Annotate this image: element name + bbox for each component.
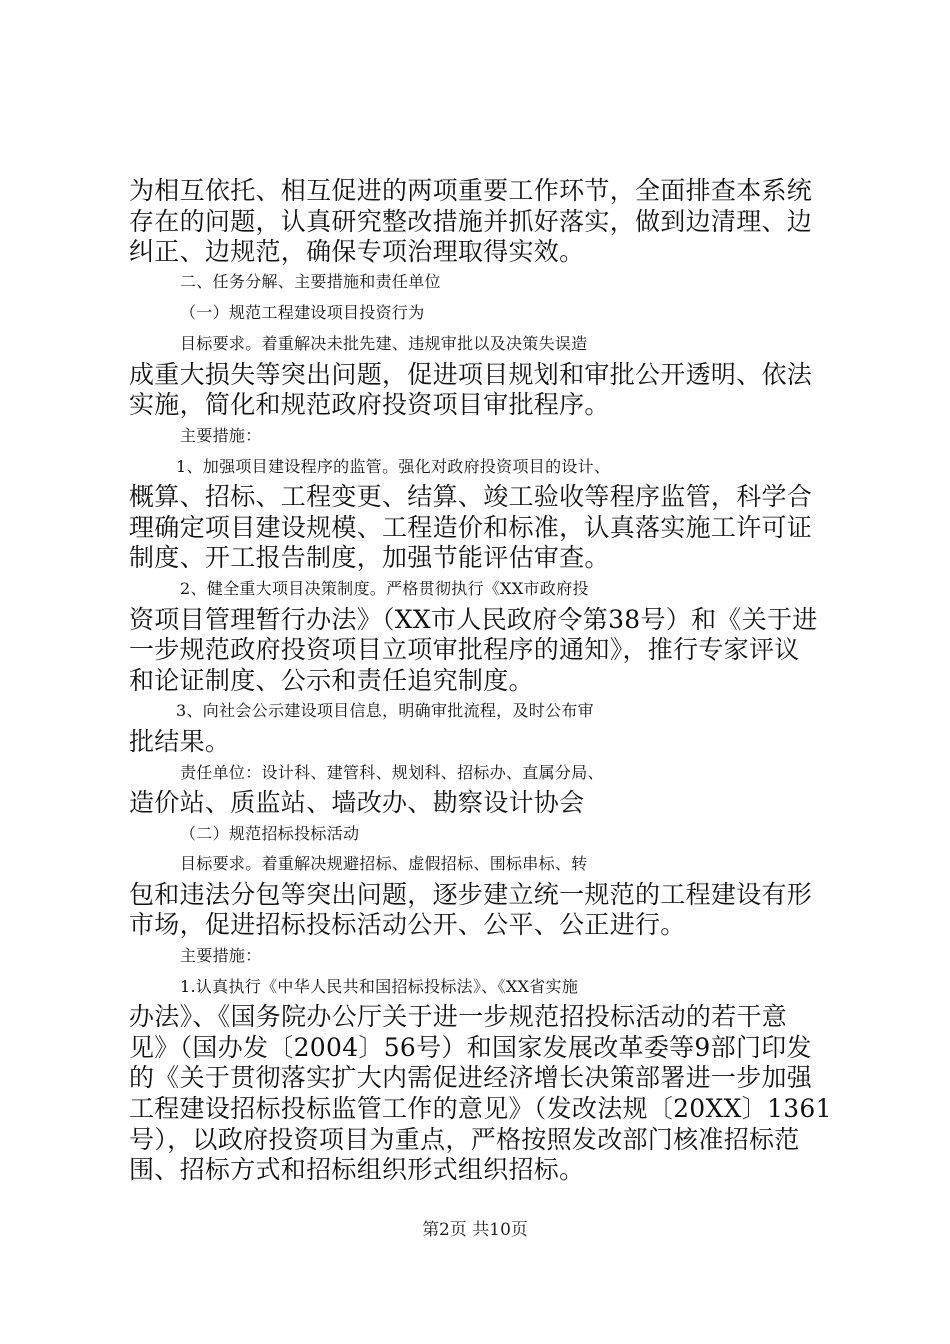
subsection-heading: （一）规范工程建设项目投资行为	[180, 303, 425, 322]
paragraph-line: 围、招标方式和招标组织形式组织招标。	[129, 1155, 585, 1184]
subsection-heading: （二）规范招标投标活动	[180, 824, 360, 843]
section-heading: 二、任务分解、主要措施和责任单位	[180, 272, 441, 291]
paragraph-line: 目标要求。着重解决未批先建、违规审批以及决策失误造	[180, 334, 588, 353]
paragraph-line: 实施，简化和规范政府投资项目审批程序。	[129, 390, 610, 419]
paragraph-line: 概算、招标、工程变更、结算、竣工验收等程序监管，科学合	[129, 482, 813, 511]
paragraph-line: 1.认真执行《中华人民共和国招标投标法》、《XX省实施	[180, 977, 579, 996]
paragraph-line: 批结果。	[129, 727, 231, 756]
paragraph-line: 纠正、边规范，确保专项治理取得实效。	[129, 237, 585, 266]
paragraph-line: 市场，促进招标投标活动公开、公平、公正进行。	[129, 910, 686, 939]
paragraph-line: 和论证制度、公示和责任追究制度。	[129, 666, 534, 695]
paragraph-line: 1、加强项目建设程序的监管。强化对政府投资项目的设计、	[176, 457, 611, 476]
paragraph-line: 为相互依托、相互促进的两项重要工作环节，全面排查本系统	[129, 176, 813, 205]
paragraph-line: 责任单位：设计科、建管科、规划科、招标办、直属分局、	[180, 763, 604, 782]
paragraph-line: 资项目管理暂行办法》（XX市人民政府令第38号）和《关于进	[129, 605, 818, 634]
paragraph-line: 理确定项目建设规模、工程造价和标准，认真落实施工许可证	[129, 513, 813, 542]
paragraph-line: 2、健全重大项目决策制度。严格贯彻执行《XX市政府投	[180, 579, 589, 598]
paragraph-line: 办法》、《国务院办公厅关于进一步规范招投标活动的若干意	[129, 1002, 788, 1031]
paragraph-line: 见》（国办发〔2004〕56号）和国家发展改革委等9部门印发	[129, 1033, 812, 1062]
paragraph-line: 造价站、质监站、墙改办、勘察设计协会	[129, 788, 585, 817]
paragraph-label: 主要措施：	[180, 426, 262, 445]
paragraph-line: 一步规范政府投资项目立项审批程序的通知》，推行专家评议	[129, 635, 800, 664]
paragraph-line: 目标要求。着重解决规避招标、虚假招标、围标串标、转	[180, 854, 588, 873]
paragraph-label: 主要措施：	[180, 946, 262, 965]
paragraph-line: 制度、开工报告制度，加强节能评估审查。	[129, 543, 610, 572]
paragraph-line: 工程建设招标投标监管工作的意见》（发改法规〔20XX〕1361	[129, 1094, 832, 1123]
paragraph-line: 成重大损失等突出问题，促进项目规划和审批公开透明、依法	[129, 360, 813, 389]
paragraph-line: 号），以政府投资项目为重点，严格按照发改部门核准招标范	[129, 1125, 800, 1154]
page-number-footer: 第2页 共10页	[422, 1220, 528, 1240]
paragraph-line: 的《关于贯彻落实扩大内需促进经济增长决策部署进一步加强	[129, 1063, 813, 1092]
paragraph-line: 包和违法分包等突出问题，逐步建立统一规范的工程建设有形	[129, 880, 813, 909]
paragraph-line: 3、向社会公示建设项目信息，明确审批流程，及时公布审	[176, 701, 594, 720]
paragraph-line: 存在的问题，认真研究整改措施并抓好落实，做到边清理、边	[129, 207, 813, 236]
